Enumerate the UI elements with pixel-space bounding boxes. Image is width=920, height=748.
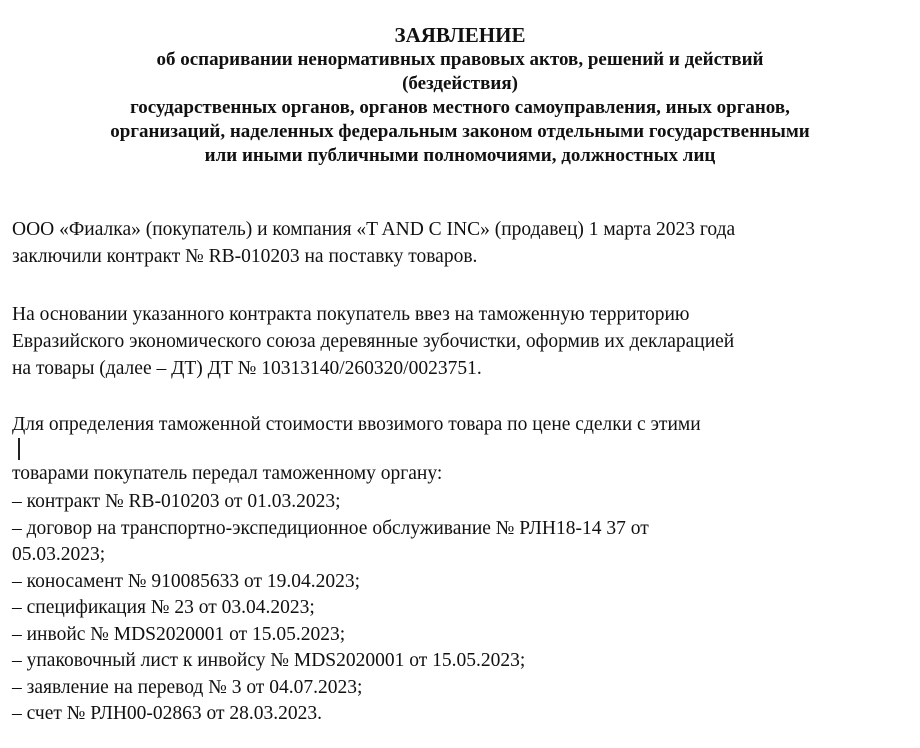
list-item-line: – спецификация № 23 от 03.04.2023;	[12, 597, 315, 618]
paragraph-line: Евразийского экономического союза деревянные зубочистки, оформив их декларацией	[12, 331, 735, 352]
subtitle-line: государственных органов, органов местного самоуправления, иных органов,	[130, 97, 790, 118]
paragraph-line-text: Для определения таможенной стоимости ввозимого товара по цене сделки с этими	[12, 414, 701, 435]
paragraph-line: на товары (далее – ДТ) ДТ № 10313140/260320/0023751.	[12, 358, 482, 379]
list-item	[12, 489, 912, 516]
list-item-line: – счет № РЛН00-02863 от 28.03.2023.	[12, 703, 323, 724]
list-item	[12, 595, 912, 622]
paragraph-line: ООО «Фиалка» (покупатель) и компания «T AND C INC» (продавец) 1 марта 2023 года	[12, 219, 736, 240]
paragraph-line: На основании указанного контракта покупатель ввез на таможенную территорию	[12, 304, 690, 325]
list-item-line: – заявление на перевод № 3 от 04.07.2023;	[12, 676, 363, 698]
documents-list	[12, 489, 912, 728]
list-item	[12, 569, 912, 596]
list-item	[12, 622, 912, 649]
list-item	[12, 648, 912, 675]
subtitle-line: организаций, наделенных федеральным законом отдельными государственными	[110, 121, 810, 142]
subtitle-line: об оспаривании ненормативных правовых актов, решений и действий	[156, 49, 764, 70]
list-item	[12, 516, 912, 569]
paragraph-line: товарами покупатель передал таможенному органу:	[12, 463, 443, 484]
subtitle-line: (бездействия)	[402, 73, 518, 94]
paragraph-line	[12, 411, 912, 460]
paragraph-import	[12, 301, 912, 382]
list-item	[12, 701, 912, 728]
document-title: ЗАЯВЛЕНИЕ	[394, 23, 526, 47]
list-item-line: – упаковочный лист к инвойсу № MDS2020001 от 15.05.2023;	[12, 650, 526, 671]
list-item-line: – контракт № RB-010203 от 01.03.2023;	[12, 491, 341, 512]
text-cursor	[18, 438, 20, 460]
list-item	[12, 675, 912, 702]
list-item-line: – коносамент № 910085633 от 19.04.2023;	[12, 570, 361, 592]
paragraph-contract	[12, 216, 912, 270]
document-heading	[0, 22, 920, 168]
list-item-line: – инвойс № MDS2020001 от 15.05.2023;	[12, 623, 346, 645]
paragraph-customs-value	[12, 411, 912, 487]
paragraph-line: заключили контракт № RB-010203 на поставку товаров.	[12, 246, 478, 267]
list-item-line: 05.03.2023;	[12, 544, 106, 565]
list-item-line: – договор на транспортно-экспедиционное обслуживание № РЛН18-14 37 от	[12, 517, 649, 539]
subtitle-line: или иными публичными полномочиями, должностных лиц	[204, 145, 716, 166]
